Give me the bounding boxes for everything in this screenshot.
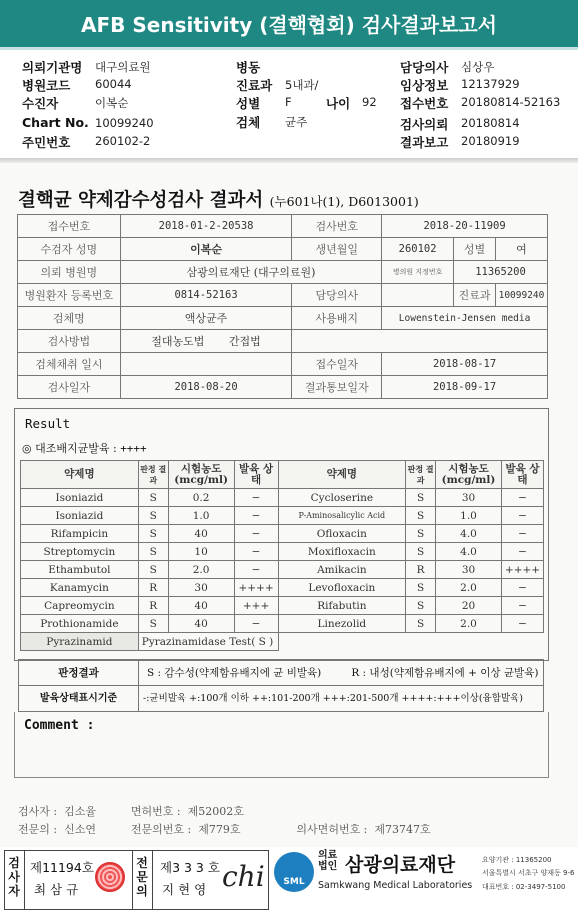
report-value: 20180919 xyxy=(461,134,520,148)
tester-name: 최 삼 규 xyxy=(34,882,79,897)
method-1: 절대농도법 xyxy=(151,335,205,348)
staff-line-1: 검사자 : 김소율 면허번호 : 제52002호 xyxy=(18,805,244,818)
form-value: 이복순 xyxy=(120,238,292,261)
specialist-vertical-label: 전문의 xyxy=(136,856,148,898)
drug-concentration: 40 xyxy=(168,597,234,615)
specimen-value: 균주 xyxy=(285,115,308,129)
drug-result: R xyxy=(138,579,168,597)
drug-result: S xyxy=(406,597,436,615)
drug-result: S xyxy=(138,561,168,579)
drug-row xyxy=(21,507,544,525)
report-title: AFB Sensitivity (결핵협회) 검사결과보고서 xyxy=(0,0,578,50)
method-2: 간접법 xyxy=(228,335,261,348)
doctor-label: 담당의사 xyxy=(400,60,449,75)
drug-result: R xyxy=(138,597,168,615)
drug-concentration: 1.0 xyxy=(168,507,234,525)
paper-subtitle: (누601나(1), D6013001) xyxy=(269,194,419,209)
chart-value: 10099240 xyxy=(95,116,154,130)
drug-concentration: 1.0 xyxy=(436,507,502,525)
org-prefix xyxy=(318,850,340,872)
pza-name: Pyrazinamid xyxy=(21,633,139,651)
pza-row xyxy=(21,633,544,651)
hospital-code-value: 60044 xyxy=(95,77,132,91)
drug-growth: − xyxy=(234,489,278,507)
form-value: 2018-08-17 xyxy=(382,353,548,376)
clinical-value: 12137929 xyxy=(461,77,520,91)
drug-result: S xyxy=(406,615,436,633)
form-row xyxy=(18,238,548,261)
drug-name: Streptomycin xyxy=(21,543,139,561)
rrn-value: 260102-2 xyxy=(95,134,151,148)
drug-result: S xyxy=(138,615,168,633)
form-key: 생년월일 xyxy=(292,238,382,261)
staff-line-2: 전문의 : 신소연 전문의번호 : 제779호 의사면허번호 : 제73747호 xyxy=(18,823,431,836)
drug-name: Capreomycin xyxy=(21,597,139,615)
form-value: 2018-01-2-20538 xyxy=(120,215,292,238)
ward-label: 병동 xyxy=(236,60,261,75)
form-value: 2018-09-17 xyxy=(382,376,548,399)
request-label: 검사의뢰 xyxy=(400,117,449,132)
drug-growth: ++++ xyxy=(234,579,278,597)
form-key: 수검자 성명 xyxy=(18,238,121,261)
drug-growth: − xyxy=(501,543,543,561)
age-value: 92 xyxy=(362,95,377,109)
form-key: 사용배지 xyxy=(292,307,382,330)
drug-result: R xyxy=(406,561,436,579)
form-value: 액상균주 xyxy=(120,307,292,330)
drug-name: Amikacin xyxy=(278,561,406,579)
drug-growth: − xyxy=(234,507,278,525)
drug-row xyxy=(21,525,544,543)
col-header: 약제명 xyxy=(21,461,139,489)
form-value: 2018-20-11909 xyxy=(382,215,548,238)
form-row xyxy=(18,215,548,238)
address: 서울특별시 서초구 양재동 9-6 xyxy=(482,869,575,877)
judge-text: S : 감수성(약제함유배지에 균 비발육) R : 내성(약제함유배지에 + 이상 균발육) xyxy=(147,667,539,679)
drug-growth: − xyxy=(501,597,543,615)
form-key: 의뢰 병원명 xyxy=(18,261,121,284)
col-header: 판정 결과 xyxy=(406,461,436,489)
drug-result: S xyxy=(138,543,168,561)
institution-value: 대구의료원 xyxy=(95,60,151,74)
drug-growth: − xyxy=(501,489,543,507)
receipt-value: 20180814-52163 xyxy=(461,95,561,109)
form-row xyxy=(18,307,548,330)
doctor-value: 심상우 xyxy=(461,60,495,74)
control-growth-value: ++++ xyxy=(120,442,147,455)
drug-growth: − xyxy=(501,615,543,633)
form-row xyxy=(18,353,548,376)
drug-row xyxy=(21,597,544,615)
drug-result: S xyxy=(406,507,436,525)
drug-name: Prothionamide xyxy=(21,615,139,633)
form-value xyxy=(382,284,454,307)
drug-growth: − xyxy=(234,525,278,543)
judge-row xyxy=(19,660,543,686)
form-key: 병의원 지정번호 xyxy=(382,261,454,284)
drug-growth: ++++ xyxy=(501,561,543,579)
form-value: Lowenstein-Jensen media xyxy=(382,307,548,330)
col-header: 시험농도 (mcg/ml) xyxy=(168,461,234,489)
drug-concentration: 30 xyxy=(436,489,502,507)
form-row xyxy=(18,330,548,353)
form-row xyxy=(18,261,548,284)
form-value: 11365200 xyxy=(454,261,548,284)
pza-value: Pyrazinamidase Test( S ) xyxy=(138,633,278,651)
phone: 대표번호 : 02-3497-5100 xyxy=(482,883,566,891)
drug-concentration: 2.0 xyxy=(436,615,502,633)
drug-row xyxy=(21,543,544,561)
drug-concentration: 20 xyxy=(436,597,502,615)
patient-value: 이복순 xyxy=(95,96,129,110)
drug-concentration: 30 xyxy=(168,579,234,597)
report-label: 결과보고 xyxy=(400,135,449,150)
form-row xyxy=(18,284,548,307)
growth-text: -:균비발육 +:100개 이하 ++:101-200개 +++:201-500개 ++++:+++이상(융합발육) xyxy=(143,693,523,704)
form-value: 10099240 xyxy=(495,284,547,307)
dept-label: 진료과 xyxy=(236,78,273,93)
specialist-name: 지 현 영 xyxy=(162,882,207,897)
form-key: 진료과 xyxy=(454,284,496,307)
drug-concentration: 2.0 xyxy=(436,579,502,597)
form-value: 2018-08-20 xyxy=(120,376,292,399)
rrn-label: 주민번호 xyxy=(22,135,71,150)
tester-vertical-label: 검사자 xyxy=(8,856,20,898)
paper-title xyxy=(18,186,419,212)
result-title: Result xyxy=(25,416,71,431)
form-key: 병원환자 등록번호 xyxy=(18,284,121,307)
org-english-name: Samkwang Medical Laboratories xyxy=(318,880,473,891)
col-header: 발육 상태 xyxy=(501,461,543,489)
drug-name: Ethambutol xyxy=(21,561,139,579)
col-header: 시험농도 (mcg/ml) xyxy=(436,461,502,489)
form-key: 성별 xyxy=(454,238,496,261)
growth-row xyxy=(19,686,543,712)
drug-growth: − xyxy=(234,615,278,633)
drug-result: S xyxy=(138,507,168,525)
comment-label: Comment : xyxy=(24,718,95,733)
drug-growth: +++ xyxy=(234,597,278,615)
col-header: 발육 상태 xyxy=(234,461,278,489)
form-key: 접수번호 xyxy=(18,215,121,238)
drug-growth: − xyxy=(234,561,278,579)
drug-row xyxy=(21,615,544,633)
form-key: 검체명 xyxy=(18,307,121,330)
specimen-label: 검체 xyxy=(236,115,261,130)
drug-name: Ofloxacin xyxy=(278,525,406,543)
institution-label: 의뢰기관명 xyxy=(22,60,83,75)
form-value: 260102 xyxy=(382,238,454,261)
form-value: 삼광의료재단 (대구의료원) xyxy=(120,261,381,284)
form-key: 결과통보일자 xyxy=(292,376,382,399)
drug-name: Kanamycin xyxy=(21,579,139,597)
drug-name: Isoniazid xyxy=(21,507,139,525)
request-value: 20180814 xyxy=(461,116,520,130)
tester-license: 제11194호 xyxy=(30,860,94,875)
receipt-label: 접수번호 xyxy=(400,96,449,111)
form-value xyxy=(120,353,292,376)
specialist-license: 제3 3 3 호 xyxy=(160,860,220,875)
control-growth xyxy=(22,440,147,456)
drug-growth: − xyxy=(501,579,543,597)
drug-result: S xyxy=(406,489,436,507)
drug-row xyxy=(21,561,544,579)
col-header: 약제명 xyxy=(278,461,406,489)
drug-name: Moxifloxacin xyxy=(278,543,406,561)
form-key: 검체채취 일시 xyxy=(18,353,121,376)
drug-result: S xyxy=(406,543,436,561)
hospital-code-label: 병원코드 xyxy=(22,78,71,93)
drug-concentration: 4.0 xyxy=(436,543,502,561)
drug-concentration: 0.2 xyxy=(168,489,234,507)
logo-text: SML xyxy=(283,877,305,887)
judge-label: 판정결과 xyxy=(19,660,139,686)
control-growth-label: ◎ 대조배지균발육 : xyxy=(22,442,117,455)
sml-logo-icon xyxy=(274,852,314,892)
drug-table-header xyxy=(21,461,544,489)
age-label: 나이 xyxy=(326,96,351,111)
sex-label: 성별 xyxy=(236,96,261,111)
request-form xyxy=(17,214,548,399)
form-key: 검사번호 xyxy=(292,215,382,238)
col-header: 판정 결과 xyxy=(138,461,168,489)
form-value: 0814-52163 xyxy=(120,284,292,307)
form-row xyxy=(18,376,548,399)
form-value xyxy=(120,330,292,353)
patient-label: 수진자 xyxy=(22,96,59,111)
clinical-label: 임상정보 xyxy=(400,78,449,93)
paper-title-text: 결핵균 약제감수성검사 결과서 xyxy=(18,190,264,211)
drug-concentration: 10 xyxy=(168,543,234,561)
growth-label: 발육상태표시기준 xyxy=(19,686,139,712)
drug-result: S xyxy=(138,489,168,507)
drug-name: Linezolid xyxy=(278,615,406,633)
form-key: 검사방법 xyxy=(18,330,121,353)
institution-code: 요양기관 : 11365200 xyxy=(482,856,552,864)
sex-value: F xyxy=(285,95,292,109)
drug-name: Rifabutin xyxy=(278,597,406,615)
drug-table xyxy=(20,460,544,651)
drug-concentration: 40 xyxy=(168,525,234,543)
handwritten-signature: chi xyxy=(222,860,265,893)
form-key: 검사일자 xyxy=(18,376,121,399)
drug-growth: − xyxy=(501,525,543,543)
drug-name: Rifampicin xyxy=(21,525,139,543)
drug-name: Levofloxacin xyxy=(278,579,406,597)
drug-result: S xyxy=(406,579,436,597)
drug-growth: − xyxy=(501,507,543,525)
drug-concentration: 4.0 xyxy=(436,525,502,543)
drug-name: Isoniazid xyxy=(21,489,139,507)
drug-concentration: 30 xyxy=(436,561,502,579)
drug-growth: − xyxy=(234,543,278,561)
form-key: 담당의사 xyxy=(292,284,382,307)
drug-name: P-Aminosalicylic Acid xyxy=(278,507,406,525)
drug-name: Cycloserine xyxy=(278,489,406,507)
form-key: 접수일자 xyxy=(292,353,382,376)
form-value: 여 xyxy=(495,238,547,261)
org-name: 삼광의료재단 xyxy=(345,854,456,876)
drug-result: S xyxy=(406,525,436,543)
drug-concentration: 40 xyxy=(168,615,234,633)
org-prefix-text: 의료법인 xyxy=(318,850,338,872)
legend-box xyxy=(18,659,544,712)
drug-row xyxy=(21,579,544,597)
chart-label: Chart No. xyxy=(22,115,89,130)
dept-value: 5내과/ xyxy=(285,78,319,92)
seal-stamp-icon xyxy=(95,862,125,892)
drug-concentration: 2.0 xyxy=(168,561,234,579)
drug-row xyxy=(21,489,544,507)
drug-result: S xyxy=(138,525,168,543)
